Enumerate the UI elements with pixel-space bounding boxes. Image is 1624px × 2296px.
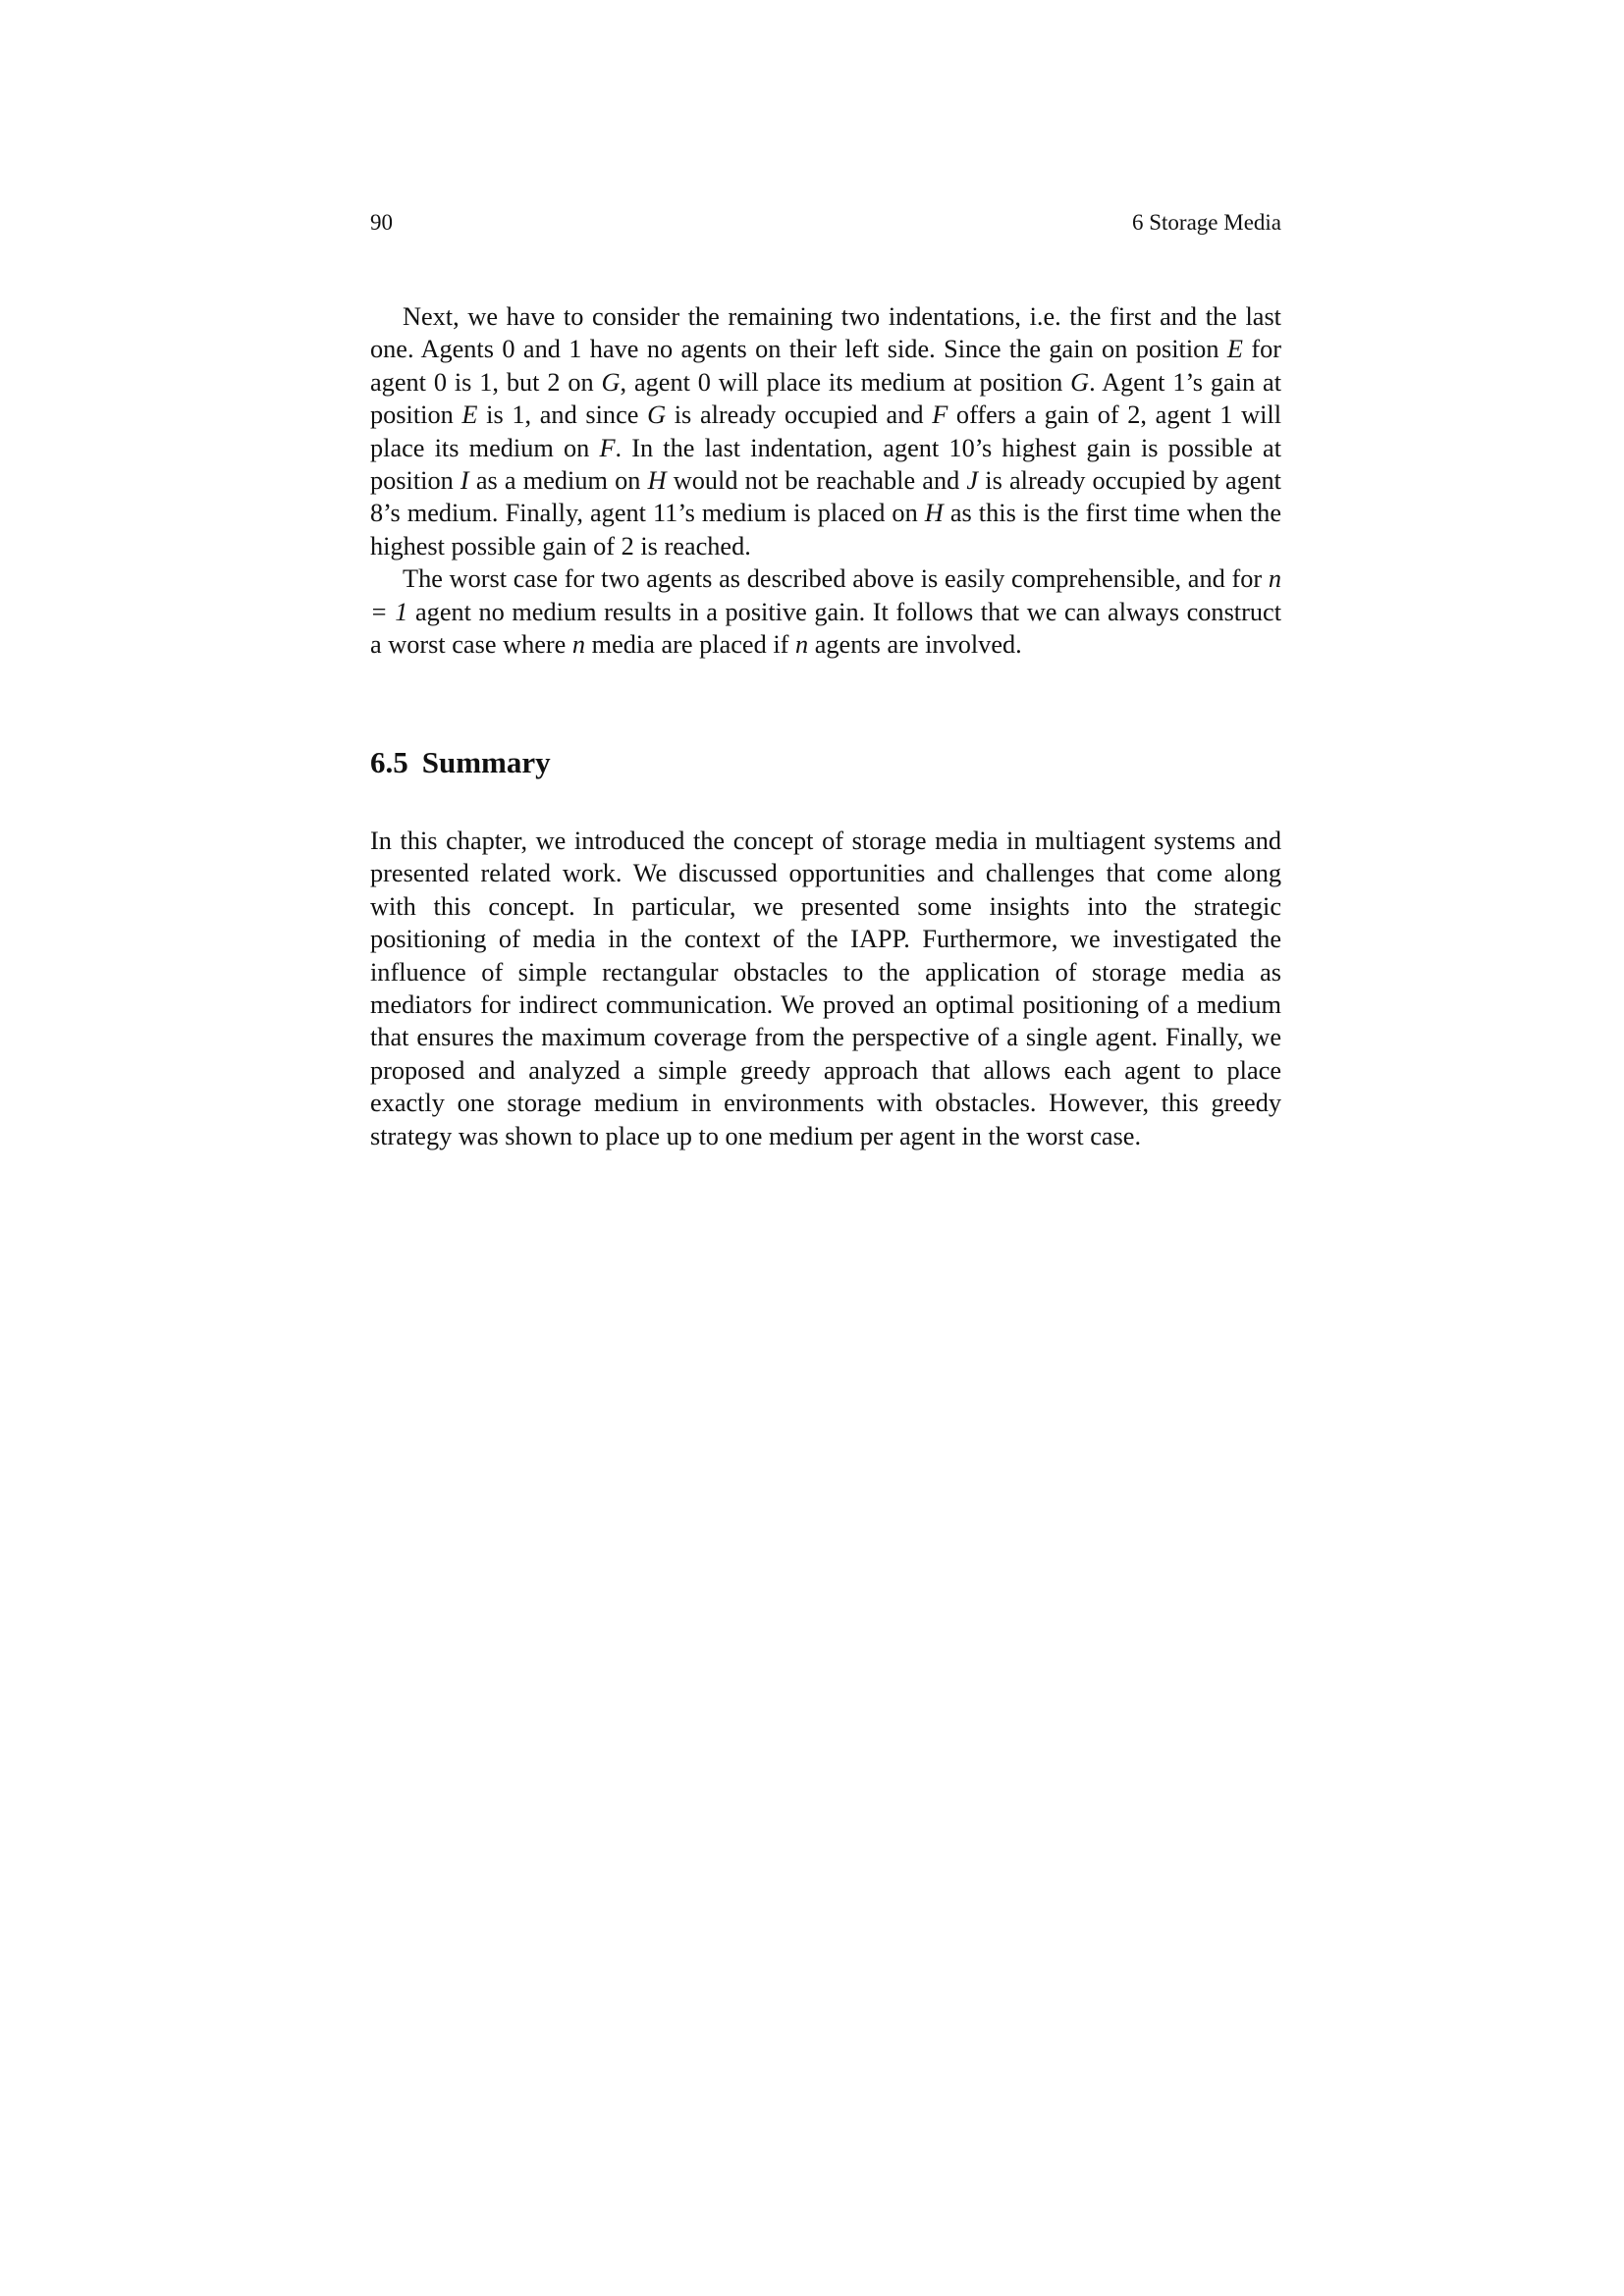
math-symbol: 0 xyxy=(433,367,447,397)
math-symbol: 11 xyxy=(653,499,678,528)
section-number: 6.5 xyxy=(370,745,408,779)
text-run: media are placed if xyxy=(585,630,795,660)
math-symbol: F xyxy=(599,433,616,462)
math-symbol: F xyxy=(932,400,948,430)
text-run: have no agents on their left side. Since the gain on position xyxy=(581,335,1227,364)
text-run: ’s gain at position xyxy=(370,367,1282,430)
section-heading xyxy=(370,743,551,782)
math-symbol: n xyxy=(794,630,809,660)
intro-block xyxy=(370,300,1281,661)
text-run: . Agent xyxy=(1089,367,1173,397)
math-symbol: J xyxy=(966,466,979,496)
math-symbol: 1 xyxy=(568,335,582,364)
paragraph-worst-case xyxy=(370,562,1281,661)
paragraph-indentations xyxy=(370,300,1281,562)
summary-block xyxy=(370,825,1281,1152)
math-symbol: 1 xyxy=(1219,400,1233,430)
text-run: will place its medium at position xyxy=(710,367,1071,397)
math-symbol: E xyxy=(1226,335,1243,364)
math-symbol: 1 xyxy=(1172,367,1186,397)
text-run: is already occupied by agent xyxy=(978,466,1281,496)
text-run: ’s medium is placed on xyxy=(677,499,925,528)
chapter-title: 6 Storage Media xyxy=(1131,210,1281,235)
text-run: offers a gain of 2, agent xyxy=(947,400,1220,430)
math-symbol: n xyxy=(571,630,586,660)
text-run: is already occupied and xyxy=(666,400,933,430)
text-run: , agent xyxy=(620,367,698,397)
text-run: is 1, but 2 on xyxy=(446,367,602,397)
text-run: . In the last indentation, agent xyxy=(615,433,949,462)
math-symbol: 10 xyxy=(948,433,975,462)
math-symbol: E xyxy=(461,400,478,430)
text-run: Next, we have to consider the remaining two indentations, i.e. the first and the last one. Agents xyxy=(370,302,1281,364)
text-run: and xyxy=(514,335,569,364)
math-symbol: G xyxy=(1070,367,1090,397)
summary-paragraph: In this chapter, we introduced the concept of storage media in multiagent systems and presented related work. We discussed opportunities and challenges that come along with this concept. In particular, we presented some insights into the strategic positioning of media in the context of the IAPP. Furthermore, we investigated the influence of simple rectangular obstacles to the application of storage media as mediators for indirect communication. We proved an optimal positioning of a medium that ensures the maximum coverage from the perspective of a single agent. Finally, we proposed and analyzed a simple greedy approach that allows each agent to place exactly one storage medium in environments with obstacles. However, this greedy strategy was shown to place up to one medium per agent in the worst case. xyxy=(370,827,1281,1150)
math-symbol: 0 xyxy=(502,335,515,364)
text-run: for agent xyxy=(370,335,1281,397)
text-run: is 1, and since xyxy=(477,400,648,430)
text-run: agent no medium results in a positive gain. It follows that we can always construct a worst case where xyxy=(370,597,1281,660)
section-title: Summary xyxy=(421,745,551,779)
text-run: as a medium on xyxy=(468,466,648,496)
page-number: 90 xyxy=(370,210,393,235)
math-symbol: G xyxy=(601,367,621,397)
text-run: agents are involved. xyxy=(808,630,1022,660)
math-symbol: H xyxy=(924,499,944,528)
text-run: would not be reachable and xyxy=(666,466,967,496)
math-symbol: H xyxy=(647,466,667,496)
math-symbol: 0 xyxy=(697,367,711,397)
text-run: ’s highest gain is possible at position xyxy=(370,433,1281,496)
text-run: as this is the first time when the highest possible gain of 2 is reached. xyxy=(370,499,1281,561)
math-symbol: I xyxy=(460,466,469,496)
text-run: will place its medium on xyxy=(370,400,1282,462)
math-expression: n = 1 xyxy=(370,564,1281,626)
text-run: The worst case for two agents as described above is easily comprehensible, and for xyxy=(403,564,1269,594)
text-run: ’s medium. Finally, agent xyxy=(383,499,653,528)
math-symbol: G xyxy=(647,400,667,430)
math-symbol: 8 xyxy=(370,499,384,528)
